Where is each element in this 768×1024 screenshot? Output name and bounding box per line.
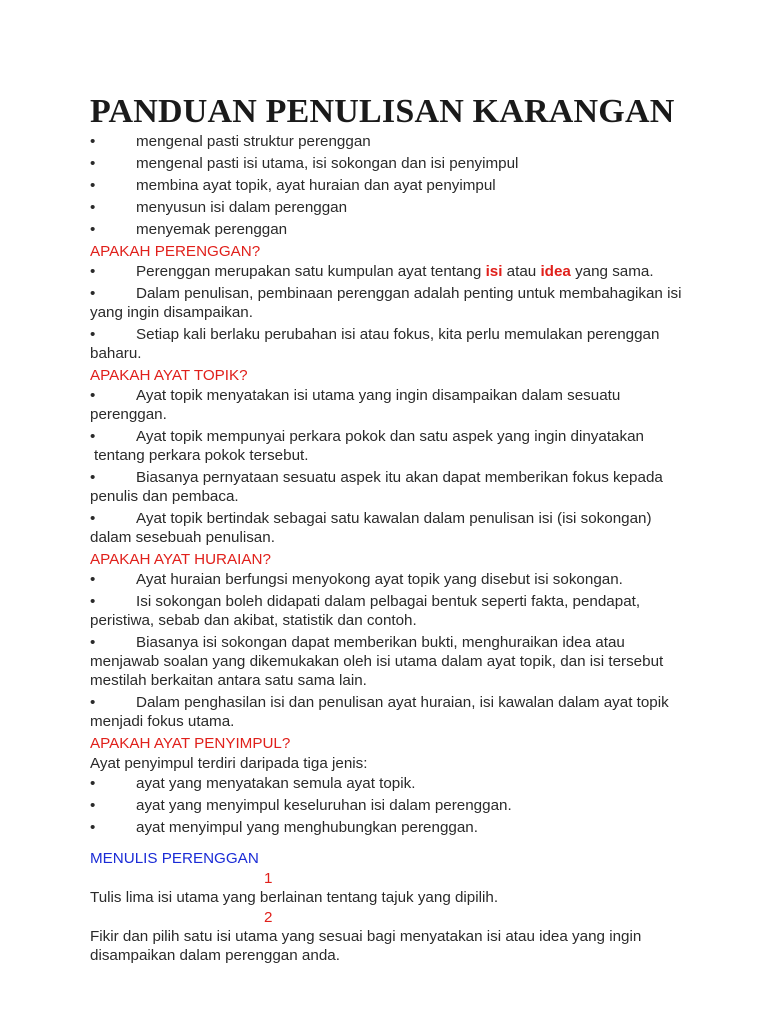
list-item: • Dalam penghasilan isi dan penulisan ayat huraian, isi kawalan dalam ayat topik menjadi fokus utama. [90,694,669,730]
bullet-icon: • [90,694,96,711]
page-title: PANDUAN PENULISAN KARANGAN [90,93,675,130]
section-heading-menulis-perenggan: MENULIS PERENGGAN [90,850,259,867]
bullet-icon: • [90,285,96,302]
step-number-1: 1 [264,870,273,887]
list-item: • Perenggan merupakan satu kumpulan ayat tentang isi atau idea yang sama. [90,263,654,280]
bullet-icon: • [90,634,96,651]
highlight-idea: idea [540,263,571,280]
list-item: • Ayat topik bertindak sebagai satu kawalan dalam penulisan isi (isi sokongan) dalam sesebuah penulisan. [90,510,652,546]
list-item: • Ayat topik mempunyai perkara pokok dan satu aspek yang ingin dinyatakan tentang perkara pokok tersebut. [90,428,644,464]
section-heading-ayat-huraian: APAKAH AYAT HURAIAN? [90,551,271,568]
list-item: • Dalam penulisan, pembinaan perenggan adalah penting untuk membahagikan isi yang ingin disampaikan. [90,285,682,321]
highlight-isi: isi [485,263,503,280]
list-item: • Biasanya pernyataan sesuatu aspek itu akan dapat memberikan fokus kepada penulis dan pembaca. [90,469,663,505]
bullet-icon: • [90,428,96,445]
list-item: • mengenal pasti struktur perenggan [90,133,371,150]
bullet-icon: • [90,133,96,150]
list-item: • ayat menyimpul yang menghubungkan perenggan. [90,819,478,836]
list-item: • menyemak perenggan [90,221,288,238]
list-item: • ayat yang menyatakan semula ayat topik. [90,775,416,792]
list-item: • mengenal pasti isi utama, isi sokongan dan isi penyimpul [90,155,519,172]
intro-list [90,132,690,239]
section-heading-ayat-topik: APAKAH AYAT TOPIK? [90,367,248,384]
bullet-icon: • [90,177,96,194]
bullet-icon: • [90,797,96,814]
bullet-icon: • [90,469,96,486]
list-item: • ayat yang menyimpul keseluruhan isi dalam perenggan. [90,797,512,814]
list-item: • Ayat huraian berfungsi menyokong ayat topik yang disebut isi sokongan. [90,571,623,588]
bullet-icon: • [90,510,96,527]
list-item: • membina ayat topik, ayat huraian dan ayat penyimpul [90,177,496,194]
bullet-icon: • [90,571,96,588]
list-item: • menyusun isi dalam perenggan [90,199,348,216]
section-heading-ayat-penyimpul: APAKAH AYAT PENYIMPUL? [90,735,291,752]
section-heading-perenggan: APAKAH PERENGGAN? [90,243,261,260]
bullet-icon: • [90,326,96,343]
section-intro: Ayat penyimpul terdiri daripada tiga jenis: [90,755,368,772]
list-item: • Ayat topik menyatakan isi utama yang ingin disampaikan dalam sesuatu perenggan. [90,387,621,423]
bullet-icon: • [90,819,96,836]
list-item: • Biasanya isi sokongan dapat memberikan bukti, menghuraikan idea atau menjawab soalan yang dikemukakan oleh isi utama dalam ayat topik, dan isi tersebut mestilah berkaitan antara satu sama lain. [90,634,664,689]
step-text-2: Fikir dan pilih satu isi utama yang sesuai bagi menyatakan isi atau idea yang ingin disampaikan dalam perenggan anda. [90,928,642,964]
list-item: • Setiap kali berlaku perubahan isi atau fokus, kita perlu memulakan perenggan baharu. [90,326,660,362]
bullet-icon: • [90,593,96,610]
bullet-icon: • [90,775,96,792]
bullet-icon: • [90,155,96,172]
bullet-icon: • [90,221,96,238]
bullet-icon: • [90,199,96,216]
step-text-1: Tulis lima isi utama yang berlainan tentang tajuk yang dipilih. [90,889,499,906]
bullet-icon: • [90,263,96,280]
list-item: • Isi sokongan boleh didapati dalam pelbagai bentuk seperti fakta, pendapat, peristiwa, sebab dan akibat, statistik dan contoh. [90,593,641,629]
document-content [90,92,690,966]
bullet-icon: • [90,387,96,404]
step-number-2: 2 [264,909,273,926]
